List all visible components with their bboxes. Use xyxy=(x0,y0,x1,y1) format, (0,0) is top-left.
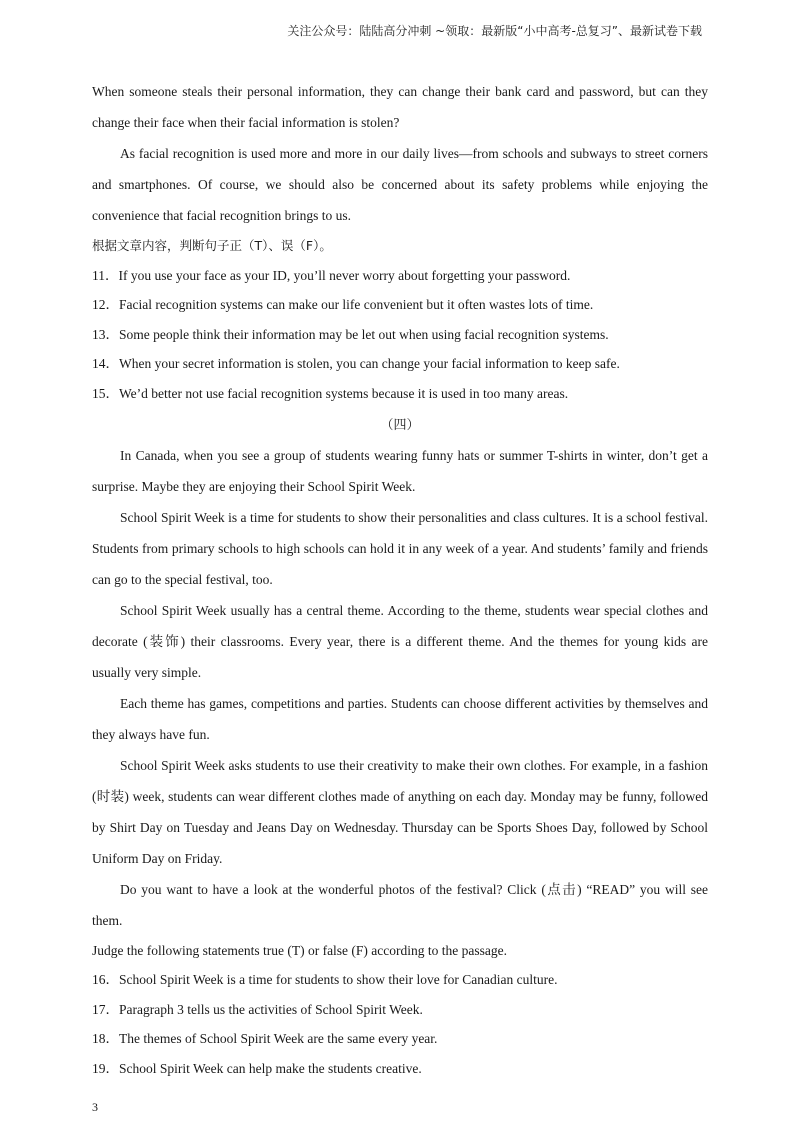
question-18: 18．The themes of School Spirit Week are the same every year. xyxy=(92,1031,438,1047)
passage4-paragraph-5: School Spirit Week asks students to use their creativity to make their own clothes. For example, in a fashion (时装) week, students can wear different clothes made of anything on each day. Monday may be funny, followed by Shirt Day on Tuesday and Jeans Day on Wednesday. Thursday can be Sports Shoes Day, followed by School Uniform Day on Friday. xyxy=(92,757,708,866)
passage4-paragraph-2: School Spirit Week is a time for students to show their personalities and class cultures. It is a school festival. Students from primary schools to high schools can hold it in any week of a year. And students’ family and friends can go to the special festival, too. xyxy=(92,509,708,587)
page-number: 3 xyxy=(92,1100,98,1114)
question-12: 12．Facial recognition systems can make our life convenient but it often wastes lots of time. xyxy=(92,297,594,313)
passage4-paragraph-4: Each theme has games, competitions and parties. Students can choose different activities by themselves and they always have fun. xyxy=(92,695,708,742)
passage3-paragraph: As facial recognition is used more and more in our daily lives—from schools and subways to street corners and smartphones. Of course, we should also be concerned about its safety problems while enjoying the convenience that facial recognition brings to us. xyxy=(92,146,708,223)
document-body xyxy=(92,76,708,1084)
question-14: 14．When your secret information is stolen, you can change your facial information to keep safe. xyxy=(92,356,620,372)
question-17: 17．Paragraph 3 tells us the activities of School Spirit Week. xyxy=(92,1001,423,1017)
question-19: 19．School Spirit Week can help make the students creative. xyxy=(92,1060,422,1076)
question-16: 16．School Spirit Week is a time for students to show their love for Canadian culture. xyxy=(92,972,558,988)
question-13: 13．Some people think their information may be let out when using facial recognition systems. xyxy=(92,326,609,342)
section-title: （四） xyxy=(380,416,420,432)
instruction-chinese: 根据文章内容，判断句子正（T）、误（F）。 xyxy=(92,238,332,253)
instruction-english: Judge the following statements true (T) or false (F) according to the passage. xyxy=(92,942,507,958)
question-15: 15．We’d better not use facial recognition systems because it is used in too many areas. xyxy=(92,385,569,401)
question-11: 11．If you use your face as your ID, you’ll never worry about forgetting your password. xyxy=(92,267,571,283)
passage4-paragraph-6: Do you want to have a look at the wonderful photos of the festival? Click (点击) “READ” you will see them. xyxy=(92,881,708,928)
page-header: 关注公众号：陆陆高分冲刺 ~领取：最新版“小中高考-总复习”、最新试卷下载 xyxy=(287,24,702,38)
passage4-paragraph-1: In Canada, when you see a group of students wearing funny hats or summer T-shirts in winter, don’t get a surprise. Maybe they are enjoying their School Spirit Week. xyxy=(92,447,708,494)
passage3-paragraph: When someone steals their personal information, they can change their bank card and password, but can they change their face when their facial information is stolen? xyxy=(92,84,708,130)
passage4-paragraph-3: School Spirit Week usually has a central theme. According to the theme, students wear special clothes and decorate (装饰) their classrooms. Every year, there is a different theme. And the themes for young kids are usually very simple. xyxy=(92,602,708,680)
